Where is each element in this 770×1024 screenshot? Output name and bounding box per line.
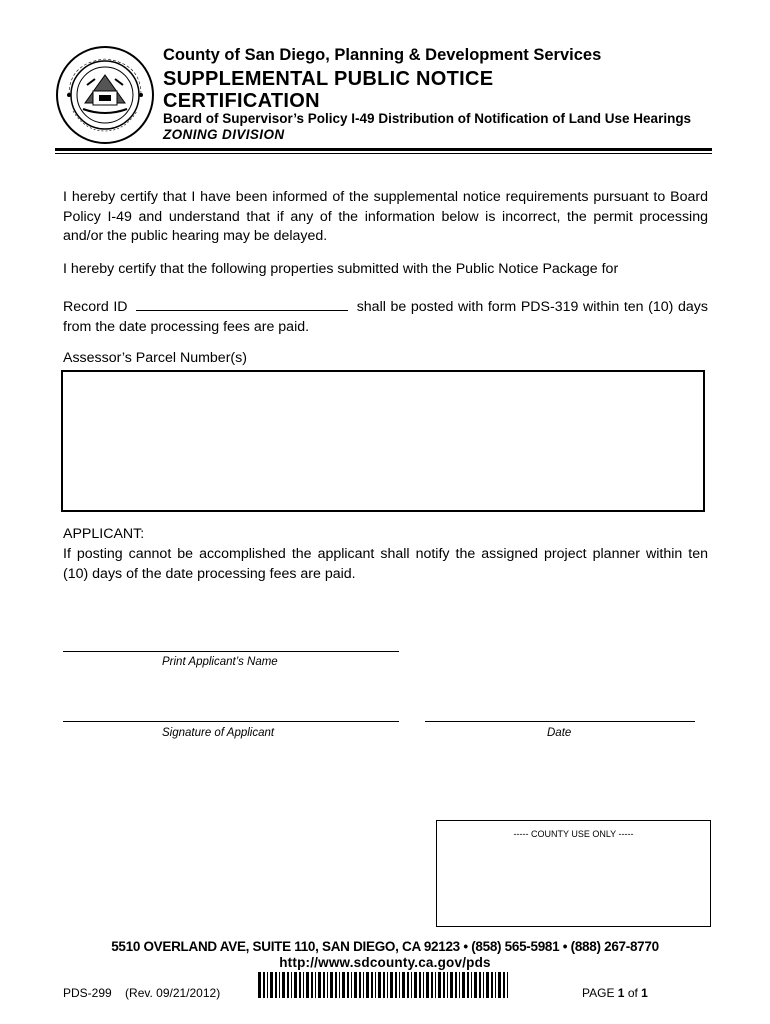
applicant-heading: APPLICANT: <box>63 526 145 542</box>
footer-address: 5510 OVERLAND AVE, SUITE 110, SAN DIEGO, CA 92123 • (858) 565-5981 • (888) 267-8770 <box>111 939 659 954</box>
barcode-bar <box>323 972 325 998</box>
record-id-field[interactable] <box>136 296 348 311</box>
county-seal-logo <box>55 45 155 145</box>
barcode-bar <box>294 972 297 998</box>
barcode-bar <box>462 972 465 998</box>
barcode-bar <box>438 972 441 998</box>
barcode-bar <box>486 972 489 998</box>
barcode-bar <box>339 972 340 998</box>
barcode-bar <box>467 972 469 998</box>
barcode-bar <box>402 972 405 998</box>
barcode-bar <box>279 972 280 998</box>
barcode-bar <box>366 972 369 998</box>
barcode-image <box>258 972 510 998</box>
barcode-bar <box>471 972 472 998</box>
signature-line[interactable] <box>63 721 399 722</box>
barcode-bar <box>407 972 409 998</box>
record-id-suffix: shall be posted with form PDS-319 within ten (10) days from the date processing fees are paid. <box>63 299 708 335</box>
barcode-bar <box>411 972 412 998</box>
barcode-bar <box>363 972 364 998</box>
barcode-bar <box>258 972 261 998</box>
barcode-bar <box>479 972 481 998</box>
barcode-bar <box>342 972 345 998</box>
barcode-bar <box>395 972 397 998</box>
barcode-bar <box>435 972 436 998</box>
form-title-line-2: CERTIFICATION <box>163 90 320 112</box>
barcode-bar <box>282 972 285 998</box>
barcode-bar <box>315 972 316 998</box>
page-current: 1 <box>617 986 625 1000</box>
barcode-bar <box>303 972 304 998</box>
applicant-instructions: If posting cannot be accomplished the applicant shall notify the assigned project planner within ten (10) days of the date processing fees are paid. <box>63 546 708 582</box>
barcode-bar <box>327 972 328 998</box>
apn-input-box[interactable] <box>61 370 705 512</box>
barcode-bar <box>495 972 496 998</box>
barcode-bar <box>399 972 400 998</box>
apn-label: Assessor’s Parcel Number(s) <box>63 350 247 366</box>
certification-paragraph-2: I hereby certify that the following properties submitted with the Public Notice Package for <box>63 261 619 277</box>
certification-paragraph-1: I hereby certify that I have been informed of the supplemental notice requirements pursuant to Board Policy I-49 and understand that if any of the information below is incorrect, the permit processing and/or the public hearing may be delayed. <box>63 189 708 244</box>
barcode-bar <box>275 972 277 998</box>
barcode-bar <box>378 972 381 998</box>
barcode-bar <box>459 972 460 998</box>
record-id-label: Record ID <box>63 299 128 315</box>
barcode-bar <box>390 972 393 998</box>
form-number: PDS-299 (Rev. 09/21/2012) <box>63 986 221 1000</box>
barcode-bar <box>335 972 337 998</box>
barcode-bar <box>318 972 321 998</box>
barcode-bar <box>306 972 309 998</box>
barcode-bar <box>375 972 376 998</box>
barcode-bar <box>426 972 429 998</box>
barcode-bar <box>450 972 453 998</box>
barcode-bar <box>311 972 313 998</box>
page-total: 1 <box>641 986 648 1000</box>
form-title-line-1: SUPPLEMENTAL PUBLIC NOTICE <box>163 68 494 90</box>
barcode-bar <box>359 972 361 998</box>
barcode-bar <box>491 972 493 998</box>
barcode-bar <box>503 972 505 998</box>
form-title <box>163 68 493 112</box>
barcode-bar <box>267 972 268 998</box>
barcode-bar <box>299 972 301 998</box>
barcode-bar <box>419 972 421 998</box>
policy-subtitle: Board of Supervisor’s Policy I-49 Distribution of Notification of Land Use Hearings <box>163 111 692 126</box>
print-name-caption: Print Applicant’s Name <box>162 656 278 668</box>
header-rule-thin <box>55 153 712 154</box>
barcode-bar <box>423 972 424 998</box>
barcode-bar <box>507 972 508 998</box>
barcode-bar <box>455 972 457 998</box>
barcode-bar <box>414 972 417 998</box>
barcode-bar <box>347 972 349 998</box>
barcode-bar <box>291 972 292 998</box>
page-mid: of <box>624 986 642 1000</box>
barcode-bar <box>483 972 484 998</box>
page-indicator <box>582 986 648 1000</box>
barcode-bar <box>354 972 357 998</box>
signature-caption: Signature of Applicant <box>162 727 275 739</box>
barcode-bar <box>270 972 273 998</box>
page-prefix: PAGE <box>582 986 618 1000</box>
barcode-bar <box>287 972 289 998</box>
footer-url-link[interactable]: http://www.sdcounty.ca.gov/pds <box>279 955 491 970</box>
barcode-bar <box>351 972 352 998</box>
barcode-bar <box>383 972 385 998</box>
header-rule-thick <box>55 148 712 151</box>
print-name-line[interactable] <box>63 651 399 652</box>
barcode-bar <box>431 972 433 998</box>
barcode-bar <box>443 972 445 998</box>
barcode-bar <box>474 972 477 998</box>
date-line[interactable] <box>425 721 695 722</box>
date-caption: Date <box>547 727 572 739</box>
barcode-bar <box>330 972 333 998</box>
barcode-bar <box>371 972 373 998</box>
county-use-only-label: ----- COUNTY USE ONLY ----- <box>513 829 634 839</box>
barcode-bar <box>387 972 388 998</box>
record-id-paragraph <box>63 296 708 337</box>
department-name: County of San Diego, Planning & Development Services <box>163 46 602 64</box>
barcode-bar <box>498 972 501 998</box>
division-name: ZONING DIVISION <box>163 127 285 142</box>
barcode-bar <box>447 972 448 998</box>
barcode-bar <box>263 972 265 998</box>
